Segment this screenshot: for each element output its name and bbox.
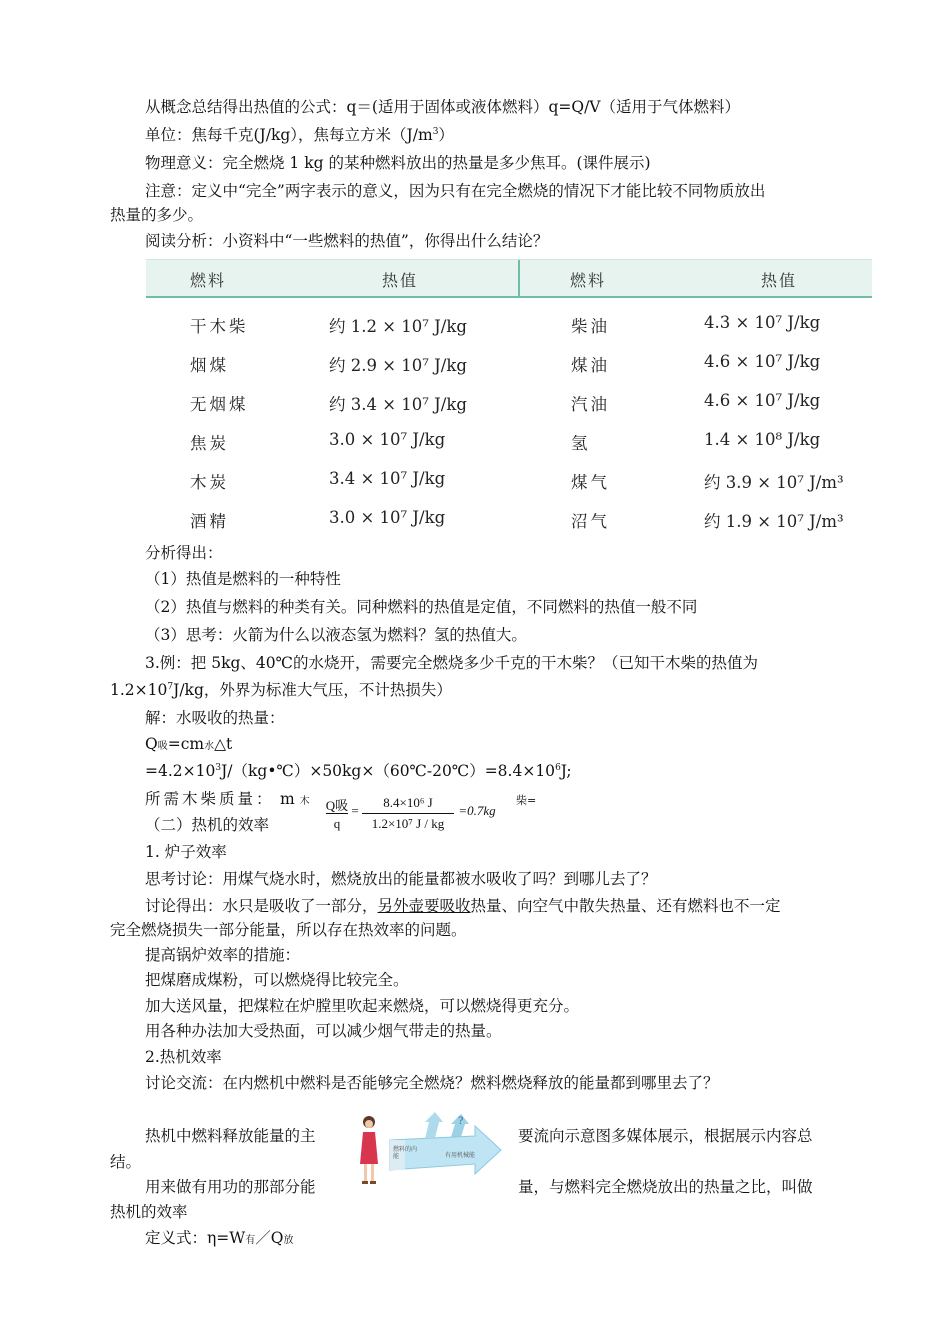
solution-line: 解：水吸收的热量： <box>145 709 285 727</box>
discussion-line-2: 完全燃烧损失一部分能量，所以存在热效率的问题。 <box>110 921 467 939</box>
table-cell: 3.4 × 10⁷ J/kg <box>329 469 446 488</box>
table-cell: 4.6 × 10⁷ J/kg <box>704 391 821 410</box>
table-cell: 4.6 × 10⁷ J/kg <box>704 352 821 371</box>
table-cell: 酒精 <box>190 512 229 531</box>
note-line-2: 热量的多少。 <box>110 206 204 224</box>
header-value-2: 热值 <box>761 271 798 290</box>
fraction-right-denominator: 1.2×10⁷ J / kg <box>371 816 445 831</box>
point-1: （1）热值是燃料的一种特性 <box>145 570 341 588</box>
table-cell: 柴油 <box>571 317 610 336</box>
table-cell: 约 3.9 × 10⁷ J/m³ <box>704 473 844 492</box>
table-cell: 约 3.4 × 10⁷ J/kg <box>329 395 467 414</box>
meaning-line: 物理意义：完全燃烧 1 kg 的某种燃料放出的热量是多少焦耳。(课件展示) <box>145 154 651 172</box>
table-cell: 3.0 × 10⁷ J/kg <box>329 430 446 449</box>
mass-suffix: 柴= <box>516 794 537 807</box>
q-absorb-formula: Q吸=cm水△t <box>145 735 233 753</box>
header-fuel-2: 燃料 <box>570 271 607 290</box>
flow-text-end: 结。 <box>110 1153 142 1171</box>
unit-line: 单位：焦每千克(J/kg），焦每立方米$(J/m^3)$ <box>145 126 454 144</box>
formula-line: 从概念总结得出热值的公式：q＝(适用于固体或液体燃料）q=Q/V（适用于气体燃料） <box>145 98 741 116</box>
fraction-bar <box>362 813 454 814</box>
table-cell: 1.4 × 10⁸ J/kg <box>704 430 821 449</box>
discussion-line-1: 讨论得出：水只是吸收了一部分，另外壶要吸收热量、向空气中散失热量、还有燃料也不一定 <box>145 897 781 915</box>
point-3: （3）思考：火箭为什么以液态氢为燃料？氢的热值大。 <box>145 626 527 644</box>
table-cell: 3.0 × 10⁷ J/kg <box>329 508 446 527</box>
stove-efficiency: 1. 炉子效率 <box>145 843 227 861</box>
fuel-heat-table <box>146 259 872 531</box>
example-line-2: $1.2\times 10^7J/kg$，外界为标准大气压，不计热损失） <box>110 681 452 699</box>
fraction-result: =0.7kg <box>458 803 496 818</box>
table-cell: 干木柴 <box>190 317 249 336</box>
note-line-1: 注意：定义中“完全”两字表示的意义，因为只有在完全燃烧的情况下才能比较不同物质放出 <box>145 182 766 200</box>
table-cell: 煤油 <box>571 356 610 375</box>
table-cell: 约 1.2 × 10⁷ J/kg <box>329 317 467 336</box>
think-line: 思考讨论：用煤气烧水时，燃烧放出的能量都被水吸收了吗？到哪儿去了？ <box>145 870 657 888</box>
measure-2: 加大送风量，把煤粒在炉膛里吹起来燃烧，可以燃烧得更充分。 <box>145 997 580 1015</box>
table-cell: 汽油 <box>571 395 610 414</box>
table-cell: 无烟煤 <box>190 395 249 414</box>
table-cell: 烟煤 <box>190 356 229 375</box>
table-header <box>146 259 872 298</box>
reading-line: 阅读分析：小资料中“一些燃料的热值”，你得出什么结论？ <box>145 232 549 250</box>
fraction-bar <box>326 813 348 814</box>
fraction-left-numerator: Q吸 <box>325 798 349 813</box>
table-cell: 4.3 × 10⁷ J/kg <box>704 313 821 332</box>
calculation-line: $=4.2\times 10^3J/(kg•℃)\times 50kg\times(60℃-20℃)=8.4\times 10^6J$; <box>145 762 572 780</box>
analysis-heading: 分析得出： <box>145 544 223 562</box>
section-efficiency: （二）热机的效率 <box>145 816 270 834</box>
table-cell: 煤气 <box>571 473 610 492</box>
equals-sign: = <box>351 803 359 818</box>
header-value-1: 热值 <box>382 271 419 290</box>
measure-3: 用各种办法加大受热面，可以减少烟气带走的热量。 <box>145 1022 502 1040</box>
definition-formula: 定义式：η=W有／Q放 <box>145 1229 294 1247</box>
flow-label-left: 燃料的内能 <box>393 1146 418 1160</box>
useful-text-left: 用来做有用功的那部分能 <box>145 1178 316 1196</box>
energy-flow-illustration <box>355 1112 505 1192</box>
engine-efficiency: 2.热机效率 <box>145 1048 222 1066</box>
table-cell: 焦炭 <box>190 434 229 453</box>
point-2: （2）热值与燃料的种类有关。同种燃料的热值是定值，不同燃料的热值一般不同 <box>145 598 698 616</box>
useful-text-right: 量，与燃料完全燃烧放出的热量之比，叫做 <box>518 1178 813 1196</box>
table-cell: 约 2.9 × 10⁷ J/kg <box>329 356 467 375</box>
exchange-line: 讨论交流：在内燃机中燃料是否能够完全燃烧？燃料燃烧释放的能量都到哪里去了？ <box>145 1074 719 1092</box>
fraction-right-numerator: 8.4×10⁶ J <box>383 795 433 810</box>
fraction-left-denominator: q <box>333 816 341 831</box>
example-line-1: 3.例：把 5kg、40℃的水烧开，需要完全燃烧多少千克的干木柴？（已知干木柴的热值为 <box>145 654 758 672</box>
table-cell: 木炭 <box>190 473 229 492</box>
flow-label-right: 有用机械能 <box>445 1152 476 1159</box>
table-cell: 沼气 <box>571 512 610 531</box>
table-cell: 氢 <box>571 434 591 453</box>
energy-flow-graphic <box>355 1112 505 1192</box>
mass-symbol: m 木 <box>280 790 310 808</box>
measure-1: 把煤磨成煤粉，可以燃烧得比较完全。 <box>145 971 409 989</box>
flow-question-mark: ? <box>458 1116 464 1127</box>
header-fuel-1: 燃料 <box>190 271 227 290</box>
improve-heading: 提高锅炉效率的措施： <box>145 946 301 964</box>
table-cell: 约 1.9 × 10⁷ J/m³ <box>704 512 844 531</box>
useful-text-end: 热机的效率 <box>110 1203 188 1221</box>
flow-text-right: 要流向示意图多媒体展示，根据展示内容总 <box>518 1127 813 1145</box>
mass-label: 所需木柴质量： <box>145 790 275 808</box>
flow-text-left: 热机中燃料释放能量的主 <box>145 1127 316 1145</box>
